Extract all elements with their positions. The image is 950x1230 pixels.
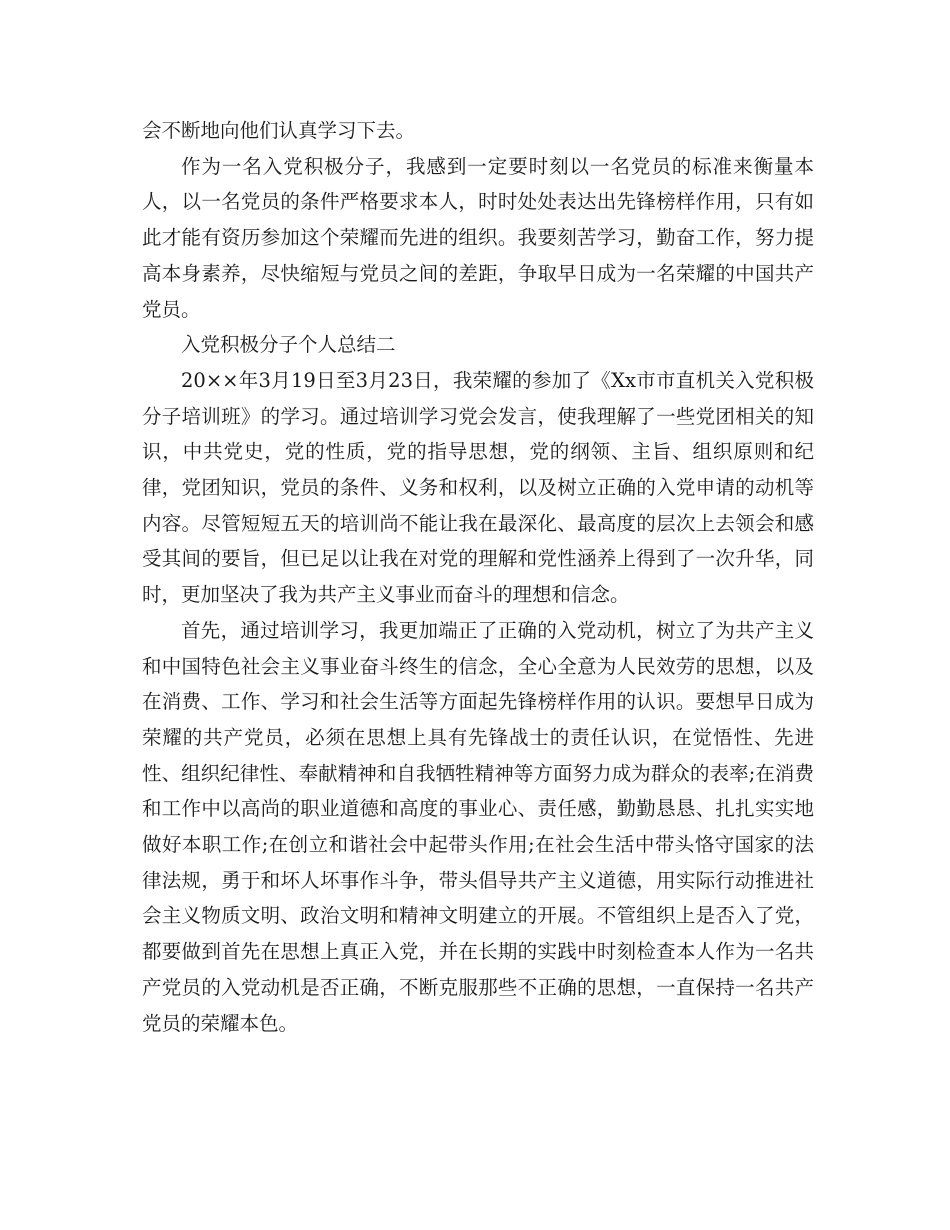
document-body (142, 113, 814, 1041)
paragraph-training-summary: 20××年3月19日至3月23日，我荣耀的参加了《Xx市市直机关入党积极分子培训班》的学习。通过培训学习党会发言，使我理解了一些党团相关的知识，中共党史，党的性质，党的指导思想，党的纲领、主旨、组织原则和纪律，党团知识，党员的条件、义务和权利，以及树立正确的入党申请的动机等内容。尽管短短五天的培训尚不能让我在最深化、最高度的层次上去领会和感受其间的要旨，但已足以让我在对党的理解和党性涵养上得到了一次升华，同时，更加坚决了我为共产主义事业而奋斗的理想和信念。 (142, 368, 814, 607)
paragraph-activist-reflection: 作为一名入党积极分子，我感到一定要时刻以一名党员的标准来衡量本人，以一名党员的条件严格要求本人，时时处处表达出先锋榜样作用，只有如此才能有资历参加这个荣耀而先进的组织。我要刻苦学习，勤奋工作，努力提高本身素养，尽快缩短与党员之间的差距，争取早日成为一名荣耀的中国共产党员。 (142, 154, 814, 321)
section-heading: 入党积极分子个人总结二 (181, 333, 396, 357)
paragraph-motivation: 首先，通过培训学习，我更加端正了正确的入党动机，树立了为共产主义和中国特色社会主义事业奋斗终生的信念，全心全意为人民效劳的思想，以及在消费、工作、学习和社会生活等方面起先锋榜样作用的认识。要想早日成为荣耀的共产党员，必须在思想上具有先锋战士的责任认识，在觉悟性、先进性、组织纪律性、奉献精神和自我牺牲精神等方面努力成为群众的表率;在消费和工作中以高尚的职业道德和高度的事业心、责任感，勤勤恳恳、扎扎实实地做好本职工作;在创立和谐社会中起带头作用;在社会生活中带头恪守国家的法律法规，勇于和坏人坏事作斗争，带头倡导共产主义道德，用实际行动推进社会主义物质文明、政治文明和精神文明建立的开展。不管组织上是否入了党，都要做到首先在思想上真正入党，并在长期的实践中时刻检查本人作为一名共产党员的入党动机是否正确，不断克服那些不正确的思想，一直保持一名共产党员的荣耀本色。 (142, 618, 814, 1035)
paragraph-continuation: 会不断地向他们认真学习下去。 (142, 119, 416, 142)
